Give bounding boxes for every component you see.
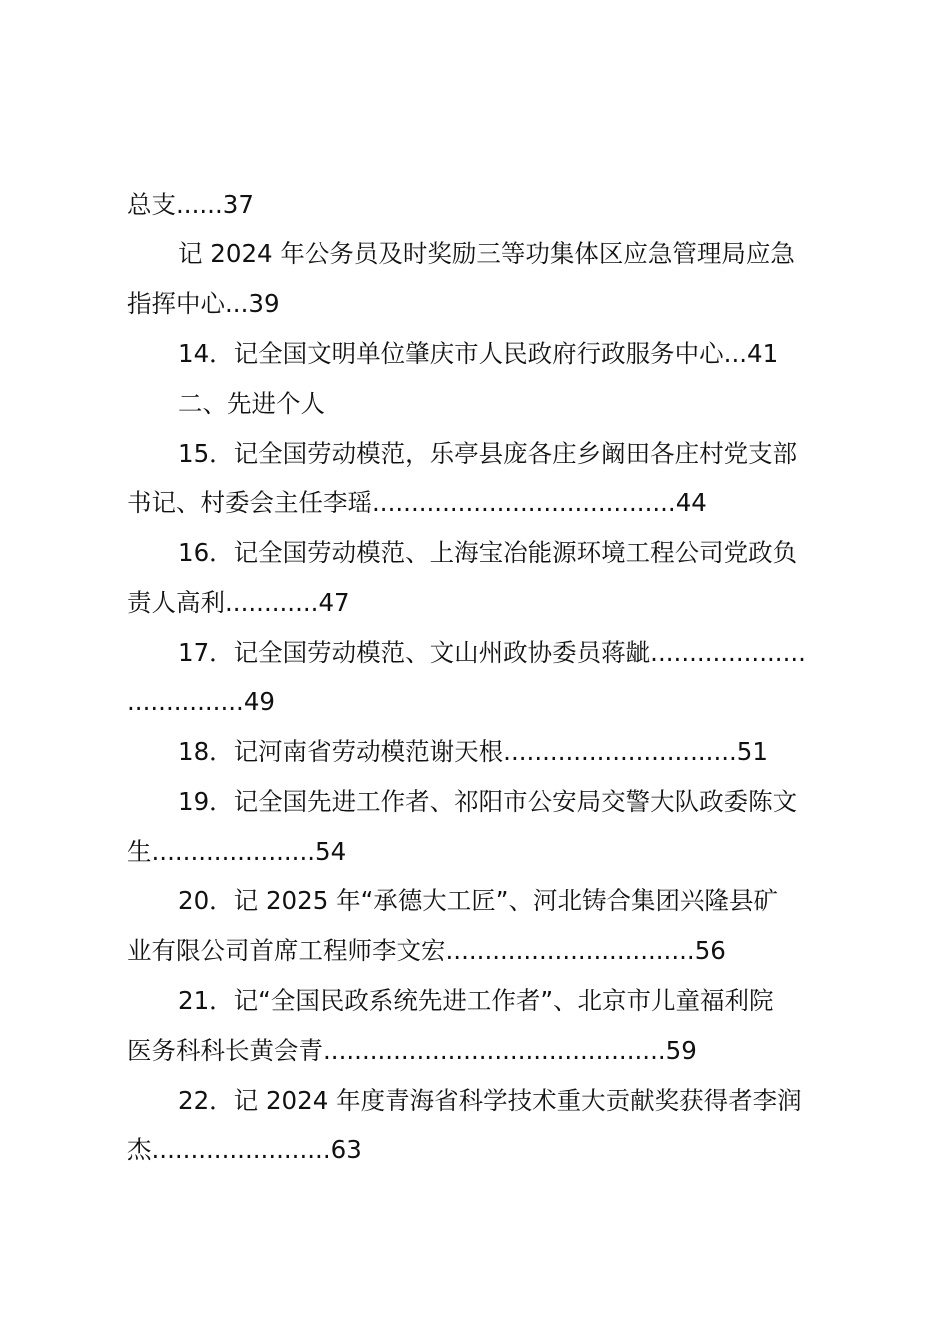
toc-entry-13b: 记 2024 年公务员及时奖励三等功集体区应急管理局应急 [178,239,795,268]
toc-entry-21-continuation: 医务科科长黄会青............................................59 [127,1036,697,1065]
toc-entry-15: 15．记全国劳动模范，乐亭县庞各庄乡阚田各庄村党支部 [178,439,798,468]
toc-entry-16-continuation: 责人高利............47 [127,588,350,617]
toc-entry-16: 16．记全国劳动模范、上海宝冶能源环境工程公司党政负 [178,538,798,567]
toc-section-heading: 二、先进个人 [178,389,325,418]
toc-entry-17: 17．记全国劳动模范、文山州政协委员蒋龇.................... [178,638,806,667]
toc-entry-20-continuation: 业有限公司首席工程师李文宏................................56 [127,936,726,965]
toc-entry-19-continuation: 生.....................54 [127,837,347,866]
toc-entry-17-continuation: ...............49 [127,687,275,716]
toc-entry-13-continuation: 总支......37 [127,190,254,219]
toc-entry-14: 14．记全国文明单位肇庆市人民政府行政服务中心...41 [178,339,779,368]
toc-entry-18: 18．记河南省劳动模范谢天根..............................51 [178,737,768,766]
toc-entry-22-continuation: 杰.......................63 [127,1135,362,1164]
toc-entry-15-continuation: 书记、村委会主任李瑶.......................................44 [127,488,707,517]
toc-entry-20: 20．记 2025 年“承德大工匠”、河北铸合集团兴隆县矿 [178,886,778,915]
toc-entry-19: 19．记全国先进工作者、祁阳市公安局交警大队政委陈文 [178,787,798,816]
toc-entry-22: 22．记 2024 年度青海省科学技术重大贡献奖获得者李润 [178,1086,802,1115]
toc-entry-21: 21．记“全国民政系统先进工作者”、北京市儿童福利院 [178,986,774,1015]
toc-entry-13b-continuation: 指挥中心...39 [127,289,280,318]
